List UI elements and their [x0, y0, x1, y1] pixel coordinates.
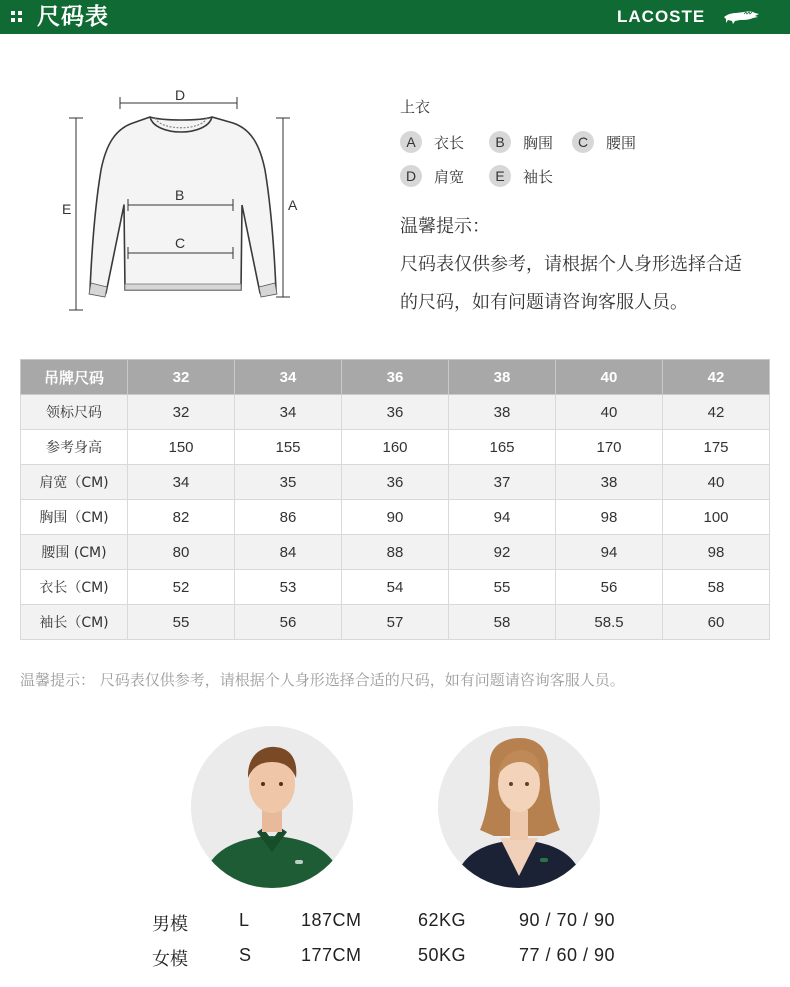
row-label: 衣长（CM)	[21, 570, 128, 605]
table-cell: 56	[556, 570, 663, 605]
legend-title: 上衣	[400, 98, 431, 116]
table-cell: 80	[128, 535, 235, 570]
model-measurements: 90 / 70 / 90	[519, 910, 616, 930]
model-role: 男模	[152, 914, 188, 935]
table-row	[21, 570, 770, 605]
crocodile-logo-icon	[722, 8, 760, 26]
table-cell: 38	[449, 395, 556, 430]
sweater-measurement-diagram	[55, 85, 315, 320]
dimension-label-c: C	[175, 235, 186, 251]
model-weight: 62KG	[418, 910, 467, 930]
legend-item-e	[489, 164, 553, 188]
legend-key-badge: A	[400, 131, 422, 153]
table-header-cell: 吊牌尺码	[21, 360, 128, 395]
sweater-outline	[55, 85, 315, 320]
table-cell: 35	[235, 465, 342, 500]
table-cell: 36	[342, 395, 449, 430]
legend-key-badge: E	[489, 165, 511, 187]
table-cell: 86	[235, 500, 342, 535]
table-cell: 37	[449, 465, 556, 500]
tips-text-line-2: 的尺码，如有问题请咨询客服人员。	[400, 292, 688, 313]
legend-item-label: 腰围	[606, 133, 637, 152]
male-model-photo	[191, 726, 353, 888]
dimension-label-a: A	[288, 197, 298, 213]
table-cell: 58	[663, 570, 770, 605]
dimension-label-e: E	[62, 201, 72, 217]
table-cell: 160	[342, 430, 449, 465]
table-cell: 94	[449, 500, 556, 535]
table-cell: 84	[235, 535, 342, 570]
table-cell: 58	[449, 605, 556, 640]
table-cell: 100	[663, 500, 770, 535]
table-cell: 53	[235, 570, 342, 605]
table-cell: 42	[663, 395, 770, 430]
table-header-cell: 40	[556, 360, 663, 395]
table-cell: 60	[663, 605, 770, 640]
table-cell: 34	[128, 465, 235, 500]
table-cell: 55	[449, 570, 556, 605]
model-size: L	[239, 910, 250, 930]
table-row	[21, 535, 770, 570]
size-chart-table	[20, 359, 770, 640]
table-header-cell: 36	[342, 360, 449, 395]
model-height: 177CM	[301, 945, 362, 965]
female-model-photo	[438, 726, 600, 888]
table-cell: 88	[342, 535, 449, 570]
table-row	[21, 500, 770, 535]
table-cell: 32	[128, 395, 235, 430]
legend-key-badge: C	[572, 131, 594, 153]
legend-item-d	[400, 164, 464, 188]
table-cell: 170	[556, 430, 663, 465]
model-role: 女模	[152, 949, 188, 970]
legend-item-a	[400, 130, 464, 154]
table-cell: 54	[342, 570, 449, 605]
table-cell: 150	[128, 430, 235, 465]
table-cell: 57	[342, 605, 449, 640]
model-measurements: 77 / 60 / 90	[519, 945, 616, 965]
table-cell: 82	[128, 500, 235, 535]
female-model-info-row	[0, 945, 790, 971]
table-cell: 155	[235, 430, 342, 465]
table-cell: 55	[128, 605, 235, 640]
row-label: 袖长（CM)	[21, 605, 128, 640]
grid-dots-icon	[11, 11, 23, 23]
legend-key-badge: B	[489, 131, 511, 153]
male-model-illustration	[191, 726, 353, 888]
table-cell: 92	[449, 535, 556, 570]
legend-key-badge: D	[400, 165, 422, 187]
table-row	[21, 465, 770, 500]
male-model-info-row	[0, 910, 790, 936]
legend-item-b	[489, 130, 553, 154]
table-cell: 34	[235, 395, 342, 430]
legend-item-label: 袖长	[523, 167, 554, 186]
row-label: 领标尺码	[21, 395, 128, 430]
footnote-tip: 温馨提示： 尺码表仅供参考，请根据个人身形选择合适的尺码，如有问题请咨询客服人员。	[20, 671, 625, 689]
table-header-cell: 32	[128, 360, 235, 395]
tips-title: 温馨提示：	[400, 216, 490, 237]
table-cell: 98	[556, 500, 663, 535]
table-cell: 40	[556, 395, 663, 430]
table-cell: 94	[556, 535, 663, 570]
model-size: S	[239, 945, 252, 965]
table-cell: 36	[342, 465, 449, 500]
legend-item-c	[572, 130, 636, 154]
page-title: 尺码表	[37, 4, 109, 30]
table-row	[21, 395, 770, 430]
table-row	[21, 605, 770, 640]
table-cell: 98	[663, 535, 770, 570]
table-cell: 175	[663, 430, 770, 465]
dimension-label-b: B	[175, 187, 185, 203]
table-cell: 52	[128, 570, 235, 605]
legend-item-label: 胸围	[523, 133, 554, 152]
table-header-cell: 38	[449, 360, 556, 395]
tips-text-line-1: 尺码表仅供参考，请根据个人身形选择合适	[400, 254, 742, 275]
table-cell: 90	[342, 500, 449, 535]
table-header-row	[21, 360, 770, 395]
table-header-cell: 42	[663, 360, 770, 395]
row-label: 肩宽（CM)	[21, 465, 128, 500]
table-cell: 38	[556, 465, 663, 500]
table-cell: 56	[235, 605, 342, 640]
table-cell: 40	[663, 465, 770, 500]
table-row	[21, 430, 770, 465]
legend-item-label: 肩宽	[434, 167, 465, 186]
model-height: 187CM	[301, 910, 362, 930]
row-label: 参考身高	[21, 430, 128, 465]
brand-logo-text: LACOSTE	[617, 7, 706, 26]
table-cell: 165	[449, 430, 556, 465]
legend-item-label: 衣长	[434, 133, 465, 152]
row-label: 腰围 (CM)	[21, 535, 128, 570]
header-bar	[0, 0, 790, 34]
table-cell: 58.5	[556, 605, 663, 640]
row-label: 胸围（CM)	[21, 500, 128, 535]
model-weight: 50KG	[418, 945, 467, 965]
table-header-cell: 34	[235, 360, 342, 395]
dimension-label-d: D	[175, 87, 186, 103]
female-model-illustration	[438, 726, 600, 888]
